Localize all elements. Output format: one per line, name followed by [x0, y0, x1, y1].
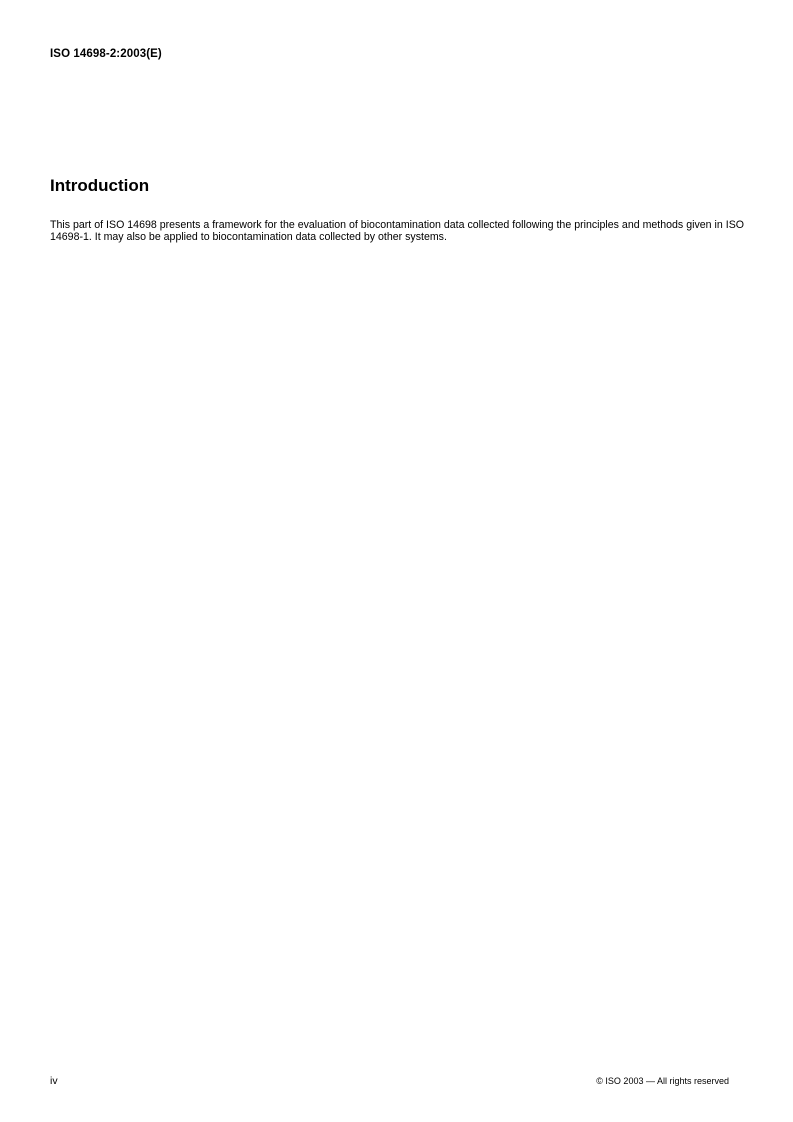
section-title: Introduction — [50, 176, 150, 195]
copyright-notice: © ISO 2003 — All rights reserved — [596, 1076, 729, 1086]
page-number: iv — [50, 1075, 58, 1087]
introduction-paragraph: This part of ISO 14698 presents a framework for the evaluation of biocontamination data collected following the principles and methods given in ISO 14698-1. It may also be applied to biocontamination data collected by other systems. — [50, 219, 744, 244]
document-identifier: ISO 14698-2:2003(E) — [50, 48, 162, 60]
